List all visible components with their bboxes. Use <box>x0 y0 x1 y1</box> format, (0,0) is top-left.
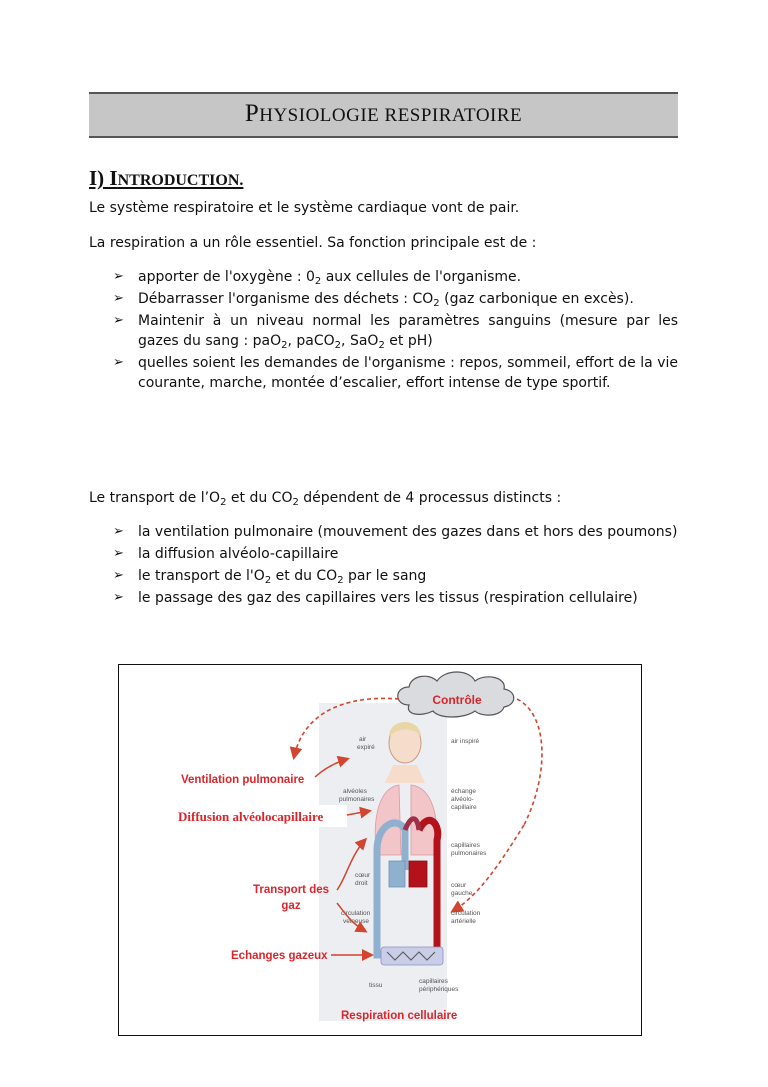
coeur-droit-label: cœur droit <box>355 872 371 887</box>
list-item: ➢ Débarrasser l'organisme des déchets : $CO_2$ (gaz carbonique en excès). <box>113 291 634 309</box>
circ-veineuse-label: circulation veineuse <box>341 910 371 925</box>
arrow-bullet-icon: ➢ <box>113 355 124 370</box>
arrow-bullet-icon: ➢ <box>113 546 124 561</box>
arrow-bullet-icon: ➢ <box>113 291 124 306</box>
list-item: ➢ la diffusion alvéolo-capillaire <box>113 546 339 562</box>
tissu-label: tissu <box>369 982 383 989</box>
alveoles-label: alvéoles pulmonaires <box>339 788 375 803</box>
intro-paragraph: Le système respiratoire et le système cardiaque vont de pair. <box>89 200 520 216</box>
respiration-paragraph: La respiration a un rôle essentiel. Sa fonction principale est de : <box>89 235 537 251</box>
list-item: ➢ la ventilation pulmonaire (mouvement des gazes dans et hors des poumons) <box>113 524 678 540</box>
list-item: ➢ Maintenir à un niveau normal les paramètres sanguins (mesure par les gazes du sang : paO$_2$, paCO$_2$, SaO$_2$ et pH) <box>113 313 678 351</box>
transport-label-2: gaz <box>281 900 301 912</box>
circ-arterielle-label: circulation artérielle <box>451 910 481 925</box>
capillaires-periph-label: capillaires périphériques <box>419 978 459 993</box>
list-item: ➢ le transport de $l'O_2$ et du $CO_2$ par le sang <box>113 568 427 586</box>
control-arrow-right-end <box>453 825 524 911</box>
list-item: ➢ quelles soient les demandes de l'organisme : repos, sommeil, effort de la vie courante, marche, montée d’escalier, effort intense de type sportif. <box>113 355 678 391</box>
respiration-cellulaire-label: Respiration cellulaire <box>341 1010 458 1022</box>
air-expire-label: air expiré <box>357 736 375 751</box>
list-item: ➢ apporter de l'oxygène : $0_2$ aux cellules de l'organisme. <box>113 269 522 287</box>
arrow-bullet-icon: ➢ <box>113 313 124 328</box>
ventilation-label: Ventilation pulmonaire <box>181 774 305 786</box>
echanges-label: Echanges gazeux <box>231 950 328 962</box>
diagram-background <box>319 703 447 1021</box>
transport-paragraph: Le transport de $l’O_2$ et du $CO_2$ dépendent de 4 processus distincts : <box>89 490 562 508</box>
echange-alv-label: échange alvéolo-capillaire <box>451 788 477 811</box>
section-heading: I) INTRODUCTION. <box>89 166 244 190</box>
page-title: PHYSIOLOGIE RESPIRATOIRE <box>244 100 523 127</box>
control-arrow-right <box>517 699 542 825</box>
capillaires-pulm-label: capillaires pulmonaires <box>451 842 487 857</box>
arrow-bullet-icon: ➢ <box>113 524 124 539</box>
coeur-gauche-label: cœur gauche <box>451 882 473 897</box>
title-bar <box>89 92 678 138</box>
list-item: ➢ le passage des gaz des capillaires vers les tissus (respiration cellulaire) <box>113 590 638 606</box>
arrow-bullet-icon: ➢ <box>113 568 124 583</box>
arrow-bullet-icon: ➢ <box>113 590 124 605</box>
peripheral-capillaries <box>381 947 443 965</box>
head-icon <box>385 722 425 783</box>
diffusion-label: Diffusion alvéolocapillaire <box>178 809 324 824</box>
respiration-diagram <box>118 664 642 1036</box>
processes-list <box>113 522 678 610</box>
functions-list <box>113 267 678 395</box>
transport-label-1: Transport des <box>252 884 330 896</box>
air-inspire-label: air inspiré <box>451 738 480 745</box>
arrow-bullet-icon: ➢ <box>113 269 124 284</box>
control-label: Contrôle <box>432 693 482 707</box>
